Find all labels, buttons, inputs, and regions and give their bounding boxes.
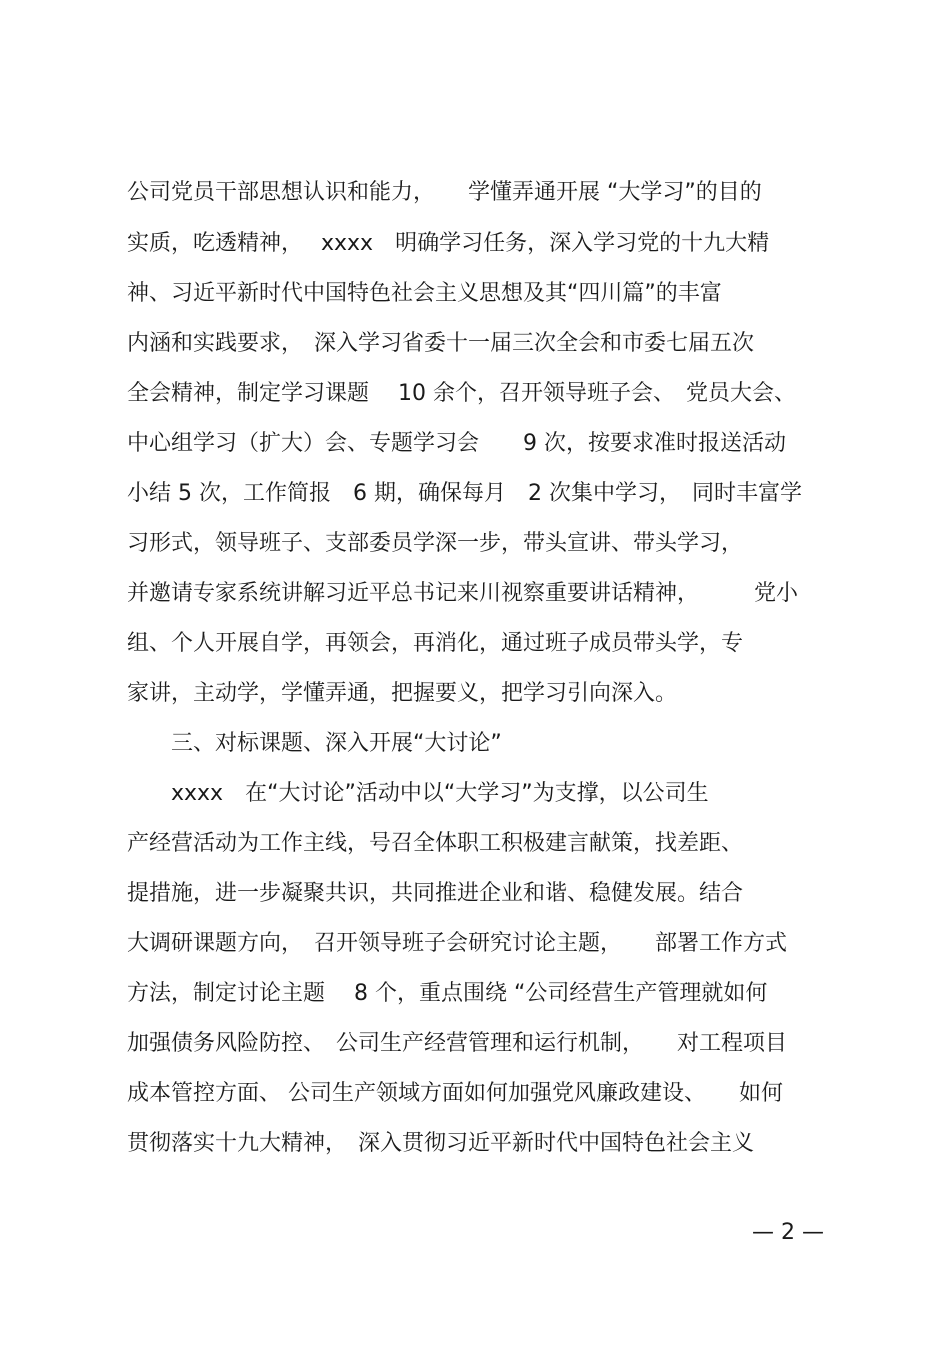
text-line: 实质，吃透精神， xxxx 明确学习任务，深入学习党的十九大精	[127, 231, 770, 256]
section-heading: 三、对标课题、深入开展“大讨论”	[127, 731, 502, 756]
text-line: 方法，制定讨论主题 8 个，重点围绕 “公司经营生产管理就如何	[127, 981, 768, 1006]
page-number: — 2 —	[752, 1220, 824, 1245]
text-line: 贯彻落实十九大精神， 深入贯彻习近平新时代中国特色社会主义	[127, 1131, 755, 1156]
text-line: 组、个人开展自学，再领会，再消化，通过班子成员带头学，专	[127, 631, 744, 656]
text-line: 并邀请专家系统讲解习近平总书记来川视察重要讲话精神， 党小	[127, 581, 799, 606]
text-line: 提措施，进一步凝聚共识，共同推进企业和谐、稳健发展。结合	[127, 881, 744, 906]
text-line: 中心组学习（扩大）会、专题学习会 9 次，按要求准时报送活动	[127, 431, 786, 456]
text-line: 神、习近平新时代中国特色社会主义思想及其“四川篇”的丰富	[127, 281, 722, 306]
text-line: 产经营活动为工作主线，号召全体职工积极建言献策，找差距、	[127, 831, 744, 856]
text-line: 习形式，领导班子、支部委员学深一步，带头宣讲、带头学习，	[127, 531, 744, 556]
text-line: 加强债务风险防控、 公司生产经营管理和运行机制， 对工程项目	[127, 1031, 788, 1056]
text-line: 公司党员干部思想认识和能力， 学懂弄通开展 “大学习”的目的	[127, 180, 762, 205]
text-line: 家讲，主动学，学懂弄通，把握要义，把学习引向深入。	[127, 681, 678, 706]
text-line: 成本管控方面、 公司生产领域方面如何加强党风廉政建设、 如何	[127, 1081, 783, 1106]
text-line: 全会精神，制定学习课题 10 余个，召开领导班子会、 党员大会、	[127, 381, 796, 406]
text-line: 内涵和实践要求， 深入学习省委十一届三次全会和市委七届五次	[127, 331, 755, 356]
text-line: xxxx 在“大讨论”活动中以“大学习”为支撑，以公司生	[127, 781, 709, 806]
text-line: 小结 5 次，工作简报 6 期，确保每月 2 次集中学习， 同时丰富学	[127, 481, 802, 506]
text-line: 大调研课题方向， 召开领导班子会研究讨论主题， 部署工作方式	[127, 931, 788, 956]
